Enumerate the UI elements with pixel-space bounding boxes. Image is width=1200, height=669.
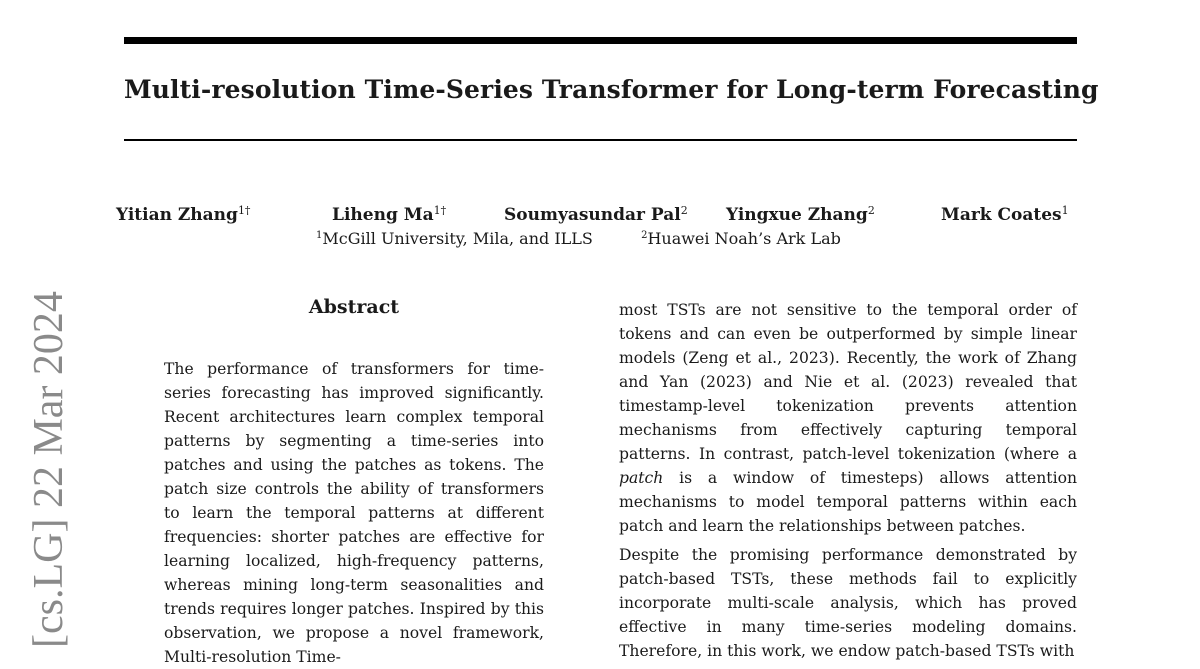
author-name: Yitian Zhang <box>116 205 238 225</box>
affiliation-1: McGill University, Mila, and ILLS <box>322 229 593 248</box>
author-name: Mark Coates <box>941 205 1062 225</box>
author-name: Liheng Ma <box>332 205 434 225</box>
author-affil-mark: 1 <box>1061 204 1069 217</box>
intro-paragraph-2: Despite the promising performance demonstrated by patch-based TSTs, these methods fail to explicitly incorporate multi-scale analysis, which has proved effective in many time-series modeling domains. Therefore, in this work, we endow patch-based TSTs with <box>619 546 1077 660</box>
intro-text: is a window of timesteps) allows attention mechanisms to model temporal patterns within each patch and learn the relationships between patches. <box>619 469 1077 535</box>
abstract-heading: Abstract <box>308 296 400 318</box>
author-3 <box>504 204 688 226</box>
author-affil-mark: 1† <box>237 204 251 217</box>
abstract-text: The performance of transformers for time-series forecasting has improved significantly. Recent architectures learn complex temporal patterns by segmenting a time-series into patches and using the patches as tokens. The patch size controls the ability of transformers to learn the temporal patterns at different frequencies: shorter patches are effective for learning localized, high-frequency patterns, whereas mining long-term seasonalities and trends requires longer patches. Inspired by this observation, we propose a novel framework, Multi-resolution Time- <box>164 360 544 666</box>
author-4 <box>726 204 875 226</box>
affiliation-2: Huawei Noah’s Ark Lab <box>647 229 841 248</box>
title-bottom-rule <box>124 139 1077 141</box>
intro-text: most TSTs are not sensitive to the temporal order of tokens and can even be outperformed by simple linear models (Zeng et al., 2023). Recently, the work of Zhang and Yan (2023) and Nie et al. (2023) revealed that timestamp-level tokenization prevents attention mechanisms from effectively capturing temporal patterns. In contrast, patch-level tokenization (where a <box>619 301 1077 463</box>
author-affil-mark: 1† <box>433 204 447 217</box>
affil-mark: 2 <box>641 230 648 241</box>
intro-emphasis: patch <box>619 469 664 487</box>
title-top-rule <box>124 37 1077 44</box>
author-name: Yingxue Zhang <box>726 205 868 225</box>
intro-paragraph-1 <box>619 298 1077 538</box>
author-1 <box>116 204 250 226</box>
author-5 <box>941 204 1069 226</box>
arxiv-stamp: [cs.LG] 22 Mar 2024 <box>26 291 72 648</box>
author-affil-mark: 2 <box>867 204 875 217</box>
affil-mark: 1 <box>316 230 323 241</box>
affiliations <box>316 229 841 249</box>
author-affil-mark: 2 <box>680 204 688 217</box>
author-2 <box>332 204 446 226</box>
paper-title: Multi-resolution Time-Series Transformer for Long-term Forecasting <box>124 75 1099 104</box>
author-name: Soumyasundar Pal <box>504 205 681 225</box>
